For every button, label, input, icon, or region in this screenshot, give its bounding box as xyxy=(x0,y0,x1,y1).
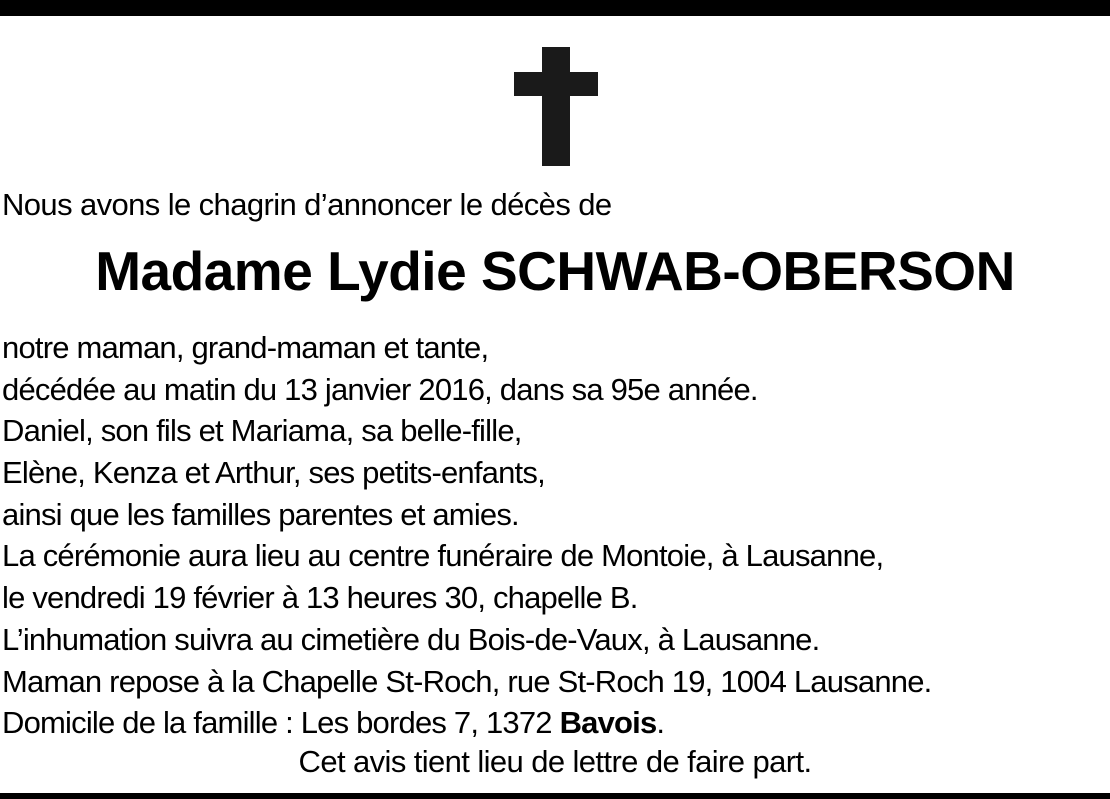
announcement-intro: Nous avons le chagrin d’annoncer le décès de xyxy=(2,187,612,222)
notice-body xyxy=(2,327,1102,744)
cross-vertical-bar xyxy=(542,47,570,166)
notice-line: ainsi que les familles parentes et amies. xyxy=(2,496,519,532)
family-address-suffix: . xyxy=(656,705,665,741)
top-border-rule xyxy=(0,0,1110,16)
notice-line: Daniel, son fils et Mariama, sa belle-fille, xyxy=(2,413,522,449)
notice-line: Elène, Kenza et Arthur, ses petits-enfants, xyxy=(2,455,545,491)
notice-line: Maman repose à la Chapelle St-Roch, rue St-Roch 19, 1004 Lausanne. xyxy=(2,663,932,699)
family-address-prefix: Domicile de la famille : Les bordes 7, 1372 xyxy=(2,705,560,741)
notice-line: le vendredi 19 février à 13 heures 30, chapelle B. xyxy=(2,580,638,616)
notice-line: décédée au matin du 13 janvier 2016, dans sa 95e année. xyxy=(2,371,758,407)
notice-line: L’inhumation suivra au cimetière du Bois-de-Vaux, à Lausanne. xyxy=(2,621,820,657)
family-address-line xyxy=(2,702,1102,744)
latin-cross-icon xyxy=(514,47,598,166)
family-address-place: Bavois xyxy=(559,705,657,741)
deceased-name: Madame Lydie SCHWAB-OBERSON xyxy=(95,240,1015,302)
bottom-border-rule xyxy=(0,793,1110,799)
cross-horizontal-bar xyxy=(514,72,598,96)
closing-statement: Cet avis tient lieu de lettre de faire part. xyxy=(298,744,812,779)
notice-line: La cérémonie aura lieu au centre funéraire de Montoie, à Lausanne, xyxy=(2,538,884,574)
notice-line: notre maman, grand-maman et tante, xyxy=(2,330,489,365)
